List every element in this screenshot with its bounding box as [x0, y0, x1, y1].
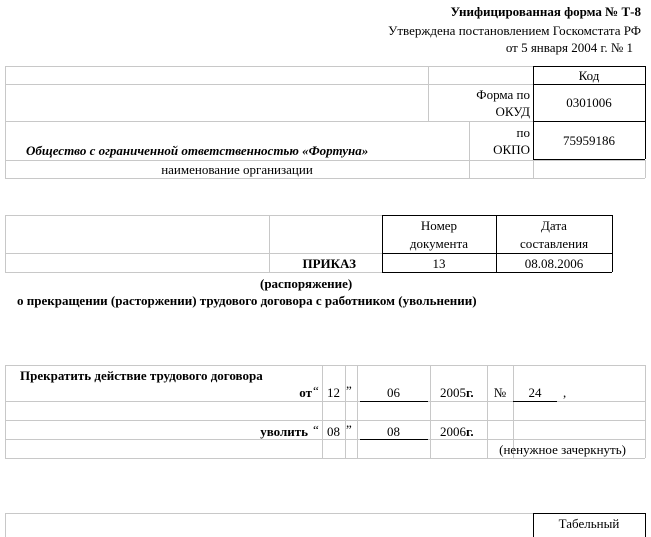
contract-open-quote: “ [313, 383, 319, 398]
okud-value: 0301006 [566, 95, 612, 110]
dismiss-label: уволить [260, 424, 308, 439]
organization-name: Общество с ограниченной ответственностью «Фортуна» [26, 143, 369, 158]
dismiss-year: 2006 [440, 424, 466, 439]
contract-year-suffix: г. [466, 385, 474, 400]
doc-number-header-line2: документа [409, 236, 469, 251]
order-subject: о прекращении (расторжении) трудового договора с работником (увольнении) [17, 293, 477, 308]
date-header-line2: составления [519, 236, 589, 251]
form-title: Унифицированная форма № Т-8 [450, 4, 641, 19]
dismiss-open-quote: “ [313, 422, 319, 437]
okud-label-line1: Форма по [476, 87, 530, 102]
contract-day: 12 [327, 385, 340, 400]
doc-number-value: 13 [432, 256, 446, 271]
contract-close-quote: ” [346, 383, 352, 398]
dismiss-year-suffix: г. [466, 424, 474, 439]
date-header-line1: Дата [541, 218, 567, 233]
dismiss-month: 08 [387, 424, 400, 439]
okpo-value: 75959186 [563, 133, 615, 148]
contract-from-label: от [299, 385, 312, 400]
doc-date-value: 08.08.2006 [524, 256, 584, 271]
dismiss-close-quote: ” [346, 422, 352, 437]
okud-label-line2: ОКУД [495, 104, 530, 119]
contract-comma: , [563, 385, 567, 400]
approved-line: Утверждена постановлением Госкомстата РФ [388, 23, 641, 38]
contract-number: 24 [528, 385, 542, 400]
approved-date: от 5 января 2004 г. № 1 [505, 40, 633, 55]
contract-month: 06 [387, 385, 400, 400]
order-title: ПРИКАЗ [302, 256, 356, 271]
kod-header: Код [578, 68, 600, 83]
okpo-label-line2: ОКПО [493, 142, 530, 157]
tabel-label: Табельный [558, 516, 620, 531]
doc-number-header-line1: Номер [420, 218, 458, 233]
strike-note: (ненужное зачеркнуть) [499, 442, 626, 457]
contract-year: 2005 [440, 385, 466, 400]
organization-caption: наименование организации [161, 162, 313, 177]
contract-number-label: № [493, 385, 507, 400]
order-subtitle: (распоряжение) [260, 276, 353, 291]
okpo-label-line1: по [516, 125, 530, 140]
contract-line1: Прекратить действие трудового договора [20, 368, 263, 383]
dismiss-day: 08 [327, 424, 340, 439]
